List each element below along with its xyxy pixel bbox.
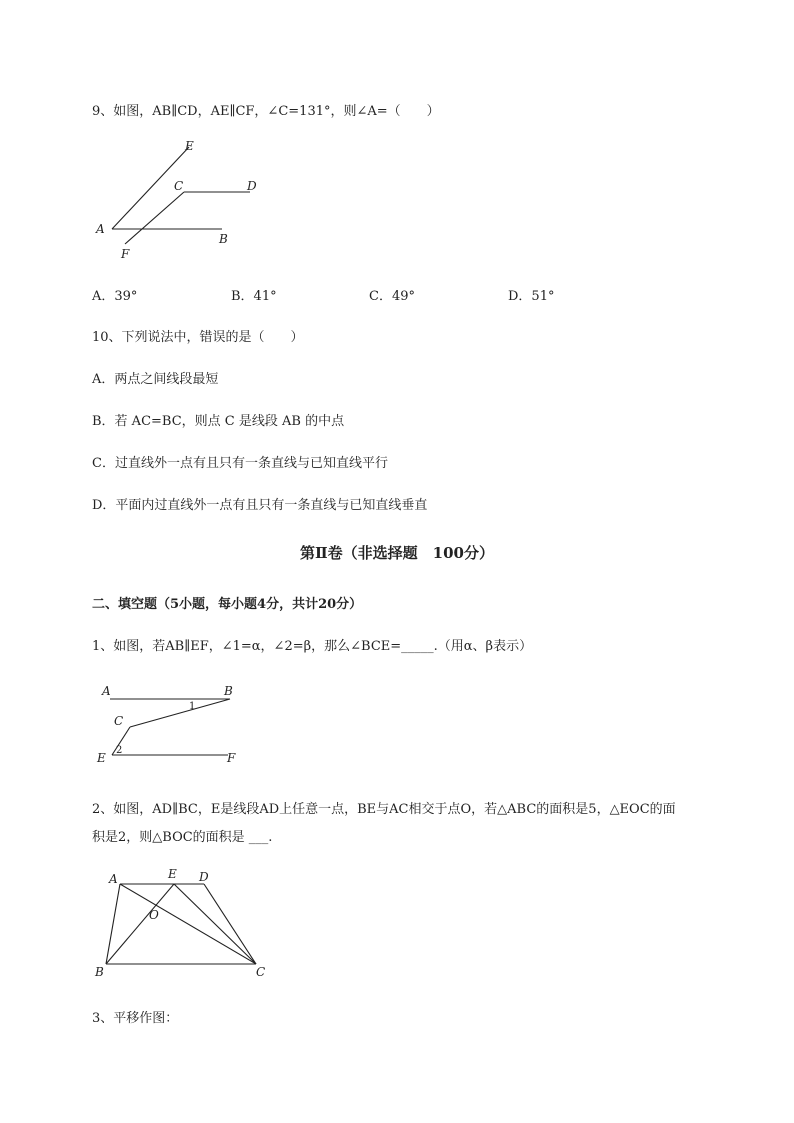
fill1-stem: 1、如图，若AB∥EF，∠1=α，∠2=β，那么∠BCE=_____.（用α、β表示） — [92, 639, 533, 654]
q9-line-cf — [125, 192, 184, 244]
q10-option-a: A．两点之间线段最短 — [92, 372, 219, 387]
q9-label-c: C — [174, 179, 184, 193]
q10-option-b: B．若 AC=BC，则点 C 是线段 AB 的中点 — [92, 414, 345, 429]
fill2-label-b: B — [95, 965, 104, 979]
fill3-stem: 3、平移作图： — [92, 1011, 179, 1026]
q10-option-d: D．平面内过直线外一点有且只有一条直线与已知直线垂直 — [92, 498, 428, 513]
fill2-figure — [92, 866, 282, 986]
fill1-label-two: 2 — [116, 745, 123, 756]
fill2-label-o: O — [149, 908, 159, 922]
q9-stem: 9、如图，AB∥CD，AE∥CF，∠C=131°，则∠A=（ ） — [92, 104, 440, 119]
fill1-label-a: A — [102, 684, 111, 698]
q9-option-d: D．51° — [508, 289, 555, 304]
fill2-line1: 2、如图，AD∥BC，E是线段AD上任意一点，BE与AC相交于点O，若△ABC的面积是5，△EOC的面 — [92, 802, 676, 817]
fill2-line-ab — [106, 884, 120, 964]
q9-label-e: E — [185, 139, 194, 153]
q9-option-c: C．49° — [369, 289, 415, 304]
fill-section-heading: 二、填空题（5小题，每小题4分，共计20分） — [92, 597, 363, 612]
q9-label-b: B — [219, 232, 228, 246]
q10-option-c: C．过直线外一点有且只有一条直线与已知直线平行 — [92, 456, 388, 471]
fill2-line2: 积是2，则△BOC的面积是 ___. — [92, 830, 273, 845]
fill2-label-c: C — [256, 965, 266, 979]
fill2-label-a: A — [109, 872, 118, 886]
part2-title: 第Ⅱ卷（非选择题 100分） — [300, 544, 494, 562]
q9-option-b: B．41° — [231, 289, 277, 304]
q9-label-f: F — [121, 247, 130, 261]
q10-stem: 10、下列说法中，错误的是（ ） — [92, 330, 304, 345]
fill1-figure — [94, 682, 254, 772]
fill2-line-ec — [174, 884, 256, 964]
fill2-label-d: D — [199, 870, 209, 884]
fill1-label-c: C — [114, 714, 124, 728]
fill1-line-bc — [130, 699, 230, 727]
fill1-label-one: 1 — [189, 701, 196, 712]
fill1-label-f: F — [227, 751, 236, 765]
fill2-label-e: E — [168, 867, 177, 881]
fill1-label-b: B — [224, 684, 233, 698]
fill1-label-e: E — [97, 751, 106, 765]
q9-label-d: D — [247, 179, 257, 193]
q9-option-a: A．39° — [92, 289, 138, 304]
q9-label-a: A — [96, 222, 105, 236]
fill2-line-dc — [204, 884, 256, 964]
q9-figure — [90, 136, 270, 266]
